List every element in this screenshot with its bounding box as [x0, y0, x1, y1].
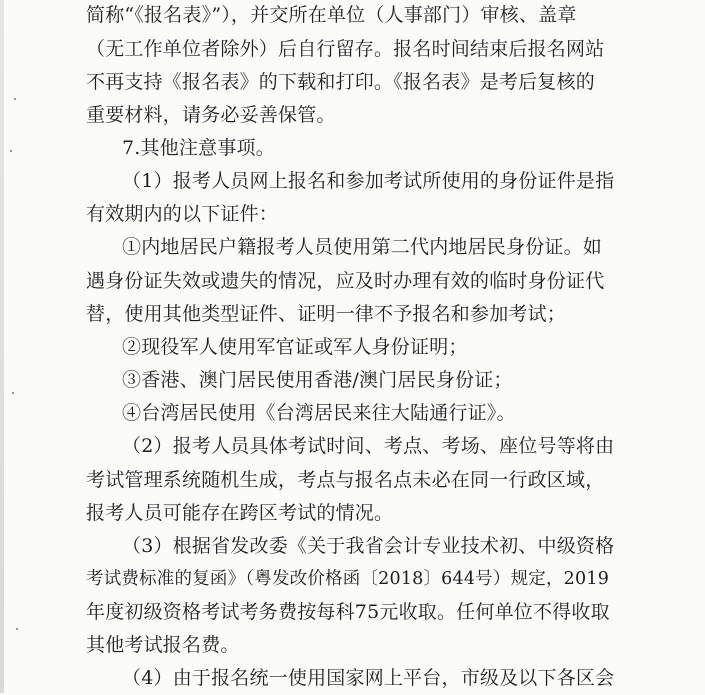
- scan-speck: [16, 628, 18, 630]
- scan-speck: [14, 98, 16, 100]
- paragraph-line: 不再支持《报名表》的下载和打印。《报名表》是考后复核的: [86, 71, 595, 93]
- list-item: ④台湾居民使用《台湾居民来往大陆通行证》。: [122, 402, 516, 424]
- list-item: ②现役军人使用军官证或军人身份证明；: [122, 336, 468, 358]
- paragraph-line: 考试管理系统随机生成，考点与报名点未必在同一行政区域，: [86, 469, 605, 491]
- paragraph-line: 重要材料，请务必妥善保管。: [86, 104, 336, 126]
- list-item: ③香港、澳门居民使用香港/澳门居民身份证；: [122, 369, 513, 391]
- scan-speck: [10, 150, 12, 152]
- paragraph-line: 有效期内的以下证件：: [86, 203, 279, 225]
- paragraph-line: 简称“《报名表》”），并交所在单位（人事部门）审核、盖章: [86, 4, 577, 26]
- paragraph-line: 报考人员可能存在跨区考试的情况。: [86, 502, 394, 524]
- paragraph-line: （4）由于报名统一使用国家网上平台，市级及以下各区会: [122, 667, 615, 689]
- list-item: ①内地居民户籍报考人员使用第二代内地居民身份证。如: [122, 236, 603, 258]
- paragraph-line: 考试费标准的复函》（粤发改价格函〔2018〕644号）规定，2019: [86, 569, 610, 589]
- scan-speck: [12, 392, 14, 394]
- paragraph-line: （1）报考人员网上报名和参加考试所使用的身份证件是指: [122, 170, 615, 192]
- paragraph-line: 遇身份证失效或遗失的情况，应及时办理有效的临时身份证代: [86, 270, 605, 292]
- section-heading: 7.其他注意事项。: [122, 137, 275, 159]
- paragraph-line: 年度初级资格考试考务费按每科75元收取。任何单位不得收取: [86, 601, 610, 623]
- paragraph-line: 其他考试报名费。: [86, 634, 240, 656]
- page-edge: [0, 0, 4, 693]
- paragraph-line: （3）根据省发改委《关于我省会计专业技术初、中级资格: [122, 535, 615, 557]
- paragraph-line: （无工作单位者除外）后自行留存。报名时间结束后报名网站: [86, 38, 605, 60]
- paragraph-line: 替，使用其他类型证件、证明一律不予报名和参加考试；: [86, 303, 567, 325]
- paragraph-line: （2）报考人员具体考试时间、考点、考场、座位号等将由: [122, 435, 615, 457]
